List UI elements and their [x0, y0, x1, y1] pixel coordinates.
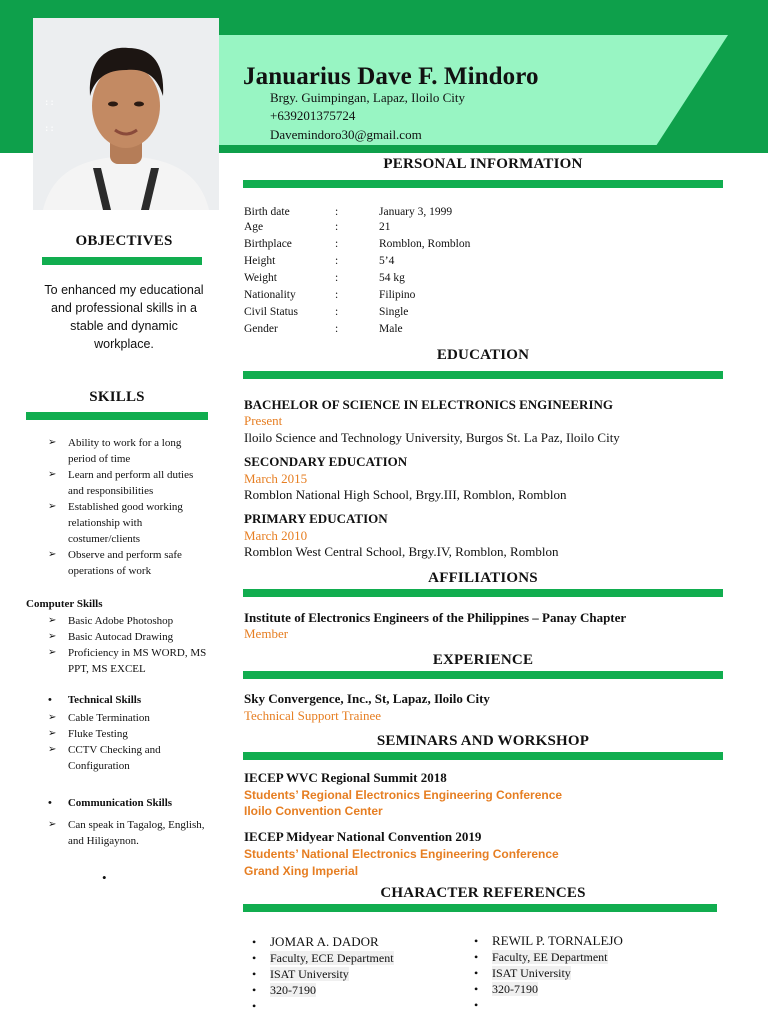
pi-colon: : [335, 323, 339, 335]
skill-item [46, 726, 208, 742]
skill-text: Learn and perform all duties and responsibilities [68, 469, 194, 497]
skill-item [46, 435, 208, 467]
reference-name: • JOMAR A. DADOR [244, 934, 394, 950]
skill-item [46, 499, 208, 547]
pi-label: Gender [244, 323, 278, 335]
skill-item [46, 817, 208, 849]
arrow-bullet-icon: ➢ [48, 501, 57, 512]
reference-school [244, 966, 394, 982]
bullet-dot-icon: • [102, 870, 107, 885]
section-divider [243, 180, 723, 188]
seminar-description: Students’ Regional Electronics Engineering Conference [244, 788, 563, 802]
references-title: CHARACTER REFERENCES [380, 885, 586, 901]
arrow-bullet-icon: ➢ [48, 819, 57, 830]
affiliation-org: Institute of Electronics Engineers of the Philippines – Panay Chapter [244, 610, 627, 625]
pi-label: Age [244, 221, 264, 233]
skill-text: Observe and perform safe operations of work [68, 549, 182, 577]
pi-label: Height [244, 255, 276, 267]
reference-school-text: ISAT University [270, 967, 349, 981]
reference-phone [244, 982, 394, 998]
candidate-name: Januarius Dave F. Mindoro [243, 63, 539, 90]
pi-label: Nationality [244, 289, 296, 301]
skill-text: Fluke Testing [68, 728, 128, 740]
pi-colon: : [335, 289, 339, 301]
experience-position: Technical Support Trainee [244, 708, 382, 723]
education-level: PRIMARY EDUCATION [244, 511, 388, 526]
pi-label: Civil Status [244, 306, 298, 318]
technical-skills-title [48, 694, 141, 706]
education-school: Romblon National High School, Brgy.III, Romblon, Romblon [244, 487, 567, 502]
section-divider [243, 904, 717, 912]
education-level: SECONDARY EDUCATION [244, 454, 408, 469]
arrow-bullet-icon: ➢ [48, 631, 57, 642]
education-school: Romblon West Central School, Brgy.IV, Romblon, Romblon [244, 544, 559, 559]
skill-item [46, 645, 216, 677]
arrow-bullet-icon: ➢ [48, 647, 57, 658]
reference-phone-text: 320-7190 [270, 983, 316, 997]
arrow-bullet-icon: ➢ [48, 712, 57, 723]
pi-value: Male [379, 323, 403, 335]
education-date: Present [244, 413, 283, 428]
reference-school [466, 965, 623, 981]
section-divider [243, 589, 723, 597]
skill-item [46, 467, 208, 499]
technical-skills-list [46, 710, 208, 774]
skill-item [46, 629, 216, 645]
pi-value: 21 [379, 221, 391, 233]
technical-skills-label: Technical Skills [67, 694, 142, 706]
profile-photo [33, 18, 219, 210]
pi-colon: : [335, 238, 339, 250]
arrow-bullet-icon: ➢ [48, 615, 57, 626]
skill-text: Cable Termination [68, 712, 150, 724]
contact-email: Davemindoro30@gmail.com [270, 127, 422, 142]
education-date: March 2015 [244, 471, 308, 486]
skill-text: CCTV Checking and Configuration [68, 744, 161, 772]
pi-label: Weight [244, 272, 277, 284]
seminar-venue: Grand Xing Imperial [244, 864, 359, 878]
education-date: March 2010 [244, 528, 308, 543]
pi-value: 54 kg [379, 272, 405, 284]
computer-skills-title: Computer Skills [26, 598, 103, 610]
affiliations-title: AFFILIATIONS [428, 570, 538, 586]
skill-item [46, 547, 208, 579]
experience-company: Sky Convergence, Inc., St, Lapaz, Iloilo City [244, 691, 490, 706]
computer-skills-list [46, 613, 216, 677]
seminar-description: Students’ National Electronics Engineering Conference [244, 847, 559, 861]
skill-text: Proficiency in MS WORD, MS PPT, MS EXCEL [68, 647, 207, 675]
communication-skills-title [48, 797, 172, 809]
skill-item [46, 613, 216, 629]
arrow-bullet-icon: ➢ [48, 437, 57, 448]
reference-list [466, 933, 623, 1013]
skill-text: Basic Autocad Drawing [68, 631, 174, 643]
reference-school-text: ISAT University [492, 966, 571, 980]
pi-label: Birth date [244, 206, 290, 218]
photo-mark: :: [44, 98, 55, 108]
reference-phone-text: 320-7190 [492, 982, 538, 996]
skill-text: Can speak in Tagalog, English, and Hiligaynon. [68, 819, 205, 847]
education-level: BACHELOR OF SCIENCE IN ELECTRONICS ENGINEERING [244, 397, 614, 412]
photo-marks [44, 90, 58, 142]
arrow-bullet-icon: ➢ [48, 744, 57, 755]
section-divider [243, 371, 723, 379]
pi-label: Birthplace [244, 238, 292, 250]
skill-text: Established good working relationship with costumer/clients [68, 501, 183, 545]
pi-colon: : [335, 272, 339, 284]
pi-colon: : [335, 255, 339, 267]
reference-position [466, 949, 623, 965]
pi-colon: : [335, 206, 339, 218]
seminar-name: IECEP Midyear National Convention 2019 [244, 829, 482, 844]
seminars-title: SEMINARS AND WORKSHOP [376, 733, 590, 749]
experience-title: EXPERIENCE [432, 652, 534, 668]
reference-position [244, 950, 394, 966]
pi-value: January 3, 1999 [379, 206, 453, 218]
skill-item [46, 742, 208, 774]
section-divider [243, 752, 723, 760]
pi-value: 5’4 [379, 255, 395, 267]
skill-item [46, 710, 208, 726]
arrow-bullet-icon: ➢ [48, 469, 57, 480]
section-divider [42, 257, 202, 265]
communication-skills-label: Communication Skills [67, 797, 173, 809]
contact-phone: +639201375724 [270, 108, 356, 123]
reference-position-text: Faculty, EE Department [492, 950, 608, 964]
photo-mark: :: [44, 124, 55, 134]
personal-information-title: PERSONAL INFORMATION [383, 156, 583, 172]
arrow-bullet-icon: ➢ [48, 728, 57, 739]
bullet-dot-icon: • [48, 694, 52, 706]
seminar-name: IECEP WVC Regional Summit 2018 [244, 770, 447, 785]
communication-skills-list [46, 817, 208, 849]
reference-blank-bullet [244, 998, 394, 1014]
bullet-dot-icon: • [48, 797, 52, 809]
reference-blank-bullet [466, 997, 623, 1013]
pi-value: Filipino [379, 289, 416, 301]
reference-name: • REWIL P. TORNALEJO [466, 933, 623, 949]
skills-title: SKILLS [89, 389, 145, 405]
reference-phone [466, 981, 623, 997]
section-divider [243, 671, 723, 679]
contact-address: Brgy. Guimpingan, Lapaz, Iloilo City [270, 90, 465, 105]
section-divider [26, 412, 208, 420]
pi-value: Single [379, 306, 409, 318]
general-skills-list [46, 435, 208, 579]
affiliation-role: Member [244, 626, 289, 641]
objectives-title: OBJECTIVES [75, 233, 173, 249]
education-school: Iloilo Science and Technology University, Burgos St. La Paz, Iloilo City [244, 430, 620, 445]
objective-text: To enhanced my educational and professional skills in a stable and dynamic workplace. [44, 283, 204, 351]
pi-colon: : [335, 306, 339, 318]
education-title: EDUCATION [436, 347, 530, 363]
skill-text: Ability to work for a long period of time [68, 437, 182, 465]
reference-position-text: Faculty, ECE Department [270, 951, 394, 965]
skill-text: Basic Adobe Photoshop [68, 615, 174, 627]
pi-value: Romblon, Romblon [379, 238, 471, 250]
seminar-venue: Iloilo Convention Center [244, 804, 383, 818]
reference-list [244, 934, 394, 1014]
pi-colon: : [335, 221, 339, 233]
arrow-bullet-icon: ➢ [48, 549, 57, 560]
